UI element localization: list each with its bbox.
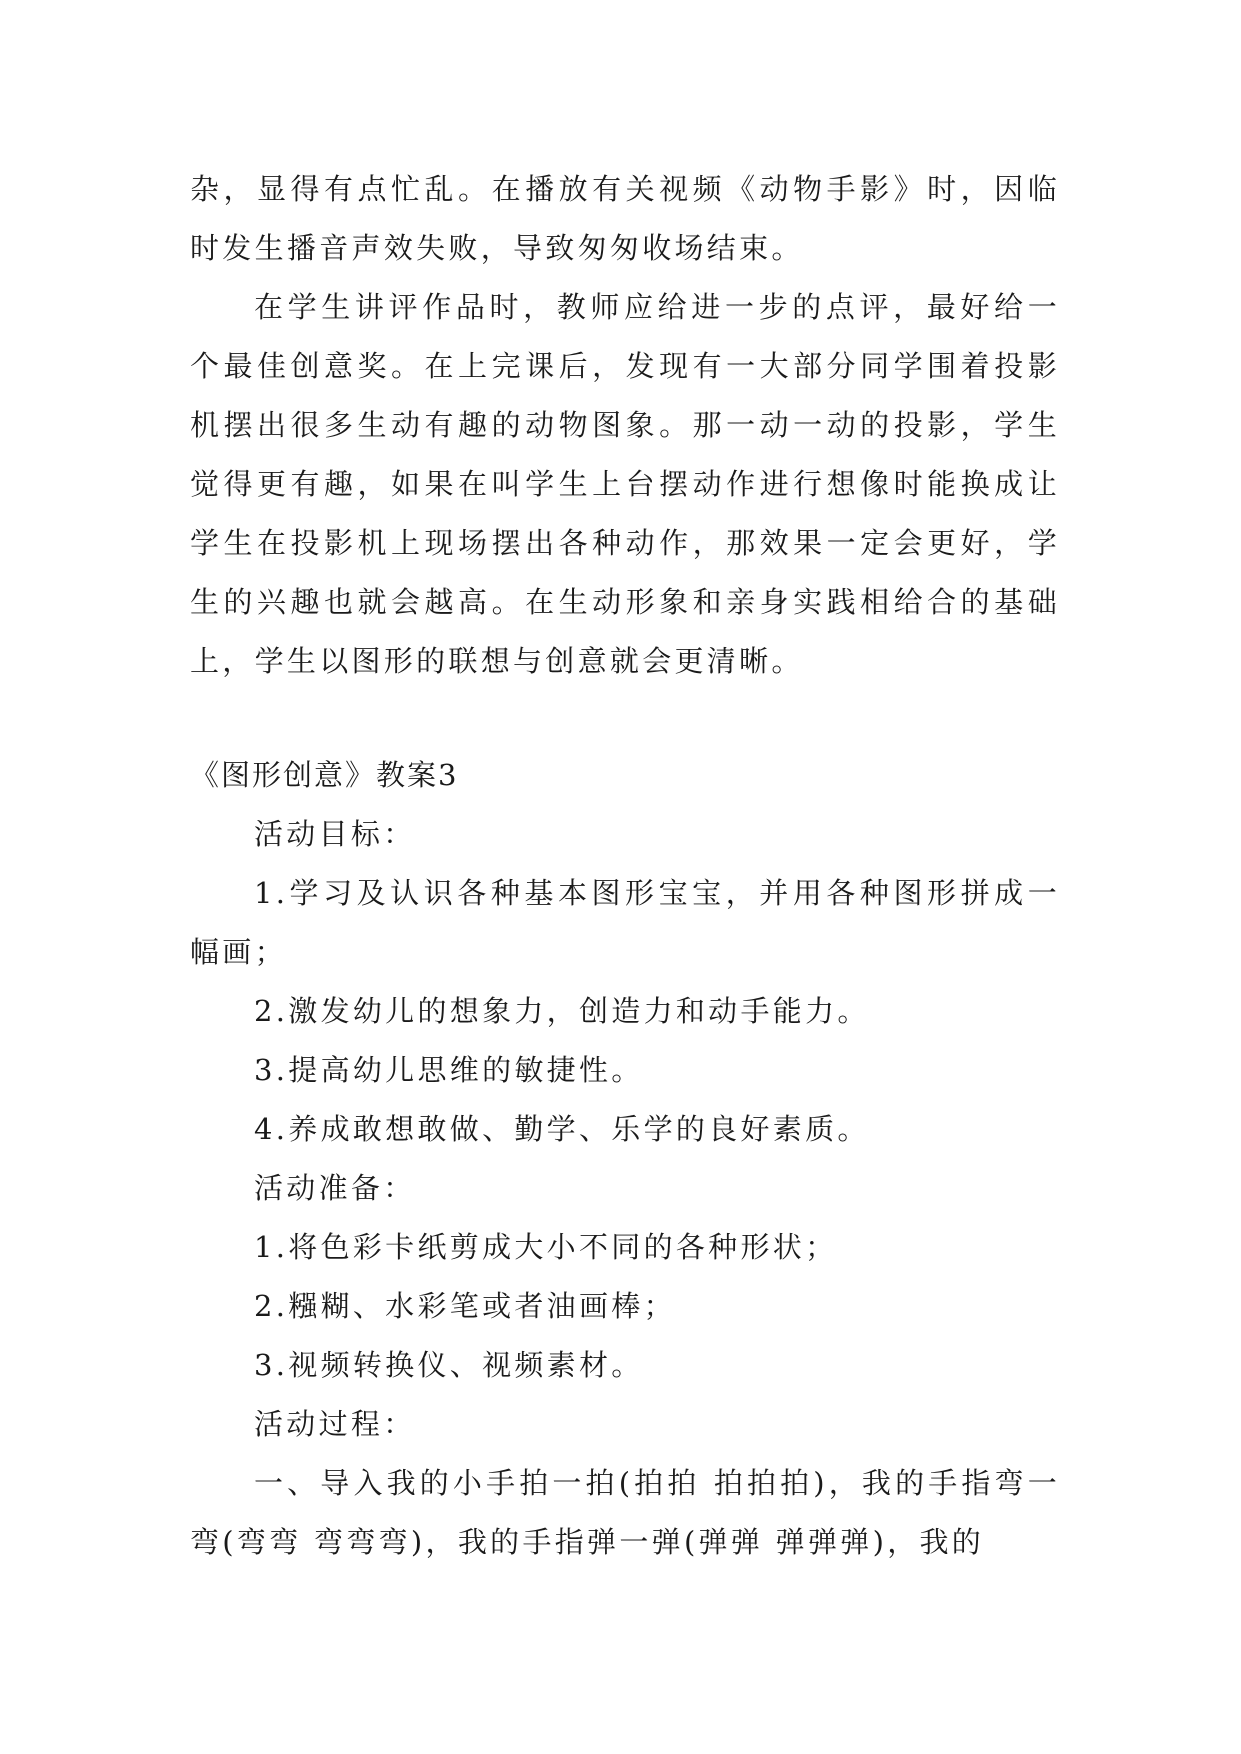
section-spacer [190, 691, 1060, 746]
goal-item-3: 3.提高幼儿思维的敏捷性。 [254, 1053, 644, 1087]
goal-item-1: 1.学习及认识各种基本图形宝宝，并用各种图形拼成一幅画； [190, 876, 1060, 969]
prep-item-3: 3.视频转换仪、视频素材。 [254, 1348, 644, 1382]
document-body [190, 160, 1060, 1572]
process-heading: 活动过程： [254, 1407, 416, 1441]
goal-item-4: 4.养成敢想敢做、勤学、乐学的良好素质。 [254, 1112, 870, 1146]
paragraph-continuation: 杂，显得有点忙乱。在播放有关视频《动物手影》时，因临时发生播音声效失败，导致匆匆收场结束。 [190, 172, 1060, 265]
prep-item-1: 1.将色彩卡纸剪成大小不同的各种形状； [254, 1230, 838, 1264]
process-item-1: 一、导入我的小手拍一拍(拍拍 拍拍拍)，我的手指弯一弯(弯弯 弯弯弯)，我的手指弹一弹(弹弹 弹弹弹)，我的 [190, 1466, 1060, 1559]
paragraph-reflection: 在学生讲评作品时，教师应给进一步的点评，最好给一个最佳创意奖。在上完课后，发现有一大部分同学围着投影机摆出很多生动有趣的动物图象。那一动一动的投影，学生觉得更有趣，如果在叫学生上台摆动作进行想像时能换成让学生在投影机上现场摆出各种动作，那效果一定会更好，学生的兴趣也就会越高。在生动形象和亲身实践相给合的基础上，学生以图形的联想与创意就会更清晰。 [190, 290, 1060, 678]
prep-item-2: 2.糨糊、水彩笔或者油画棒； [254, 1289, 676, 1323]
prep-heading: 活动准备： [254, 1171, 416, 1205]
goal-item-2: 2.激发幼儿的想象力，创造力和动手能力。 [254, 994, 870, 1028]
goals-heading: 活动目标： [254, 817, 416, 851]
section-title: 《图形创意》教案3 [190, 758, 459, 792]
